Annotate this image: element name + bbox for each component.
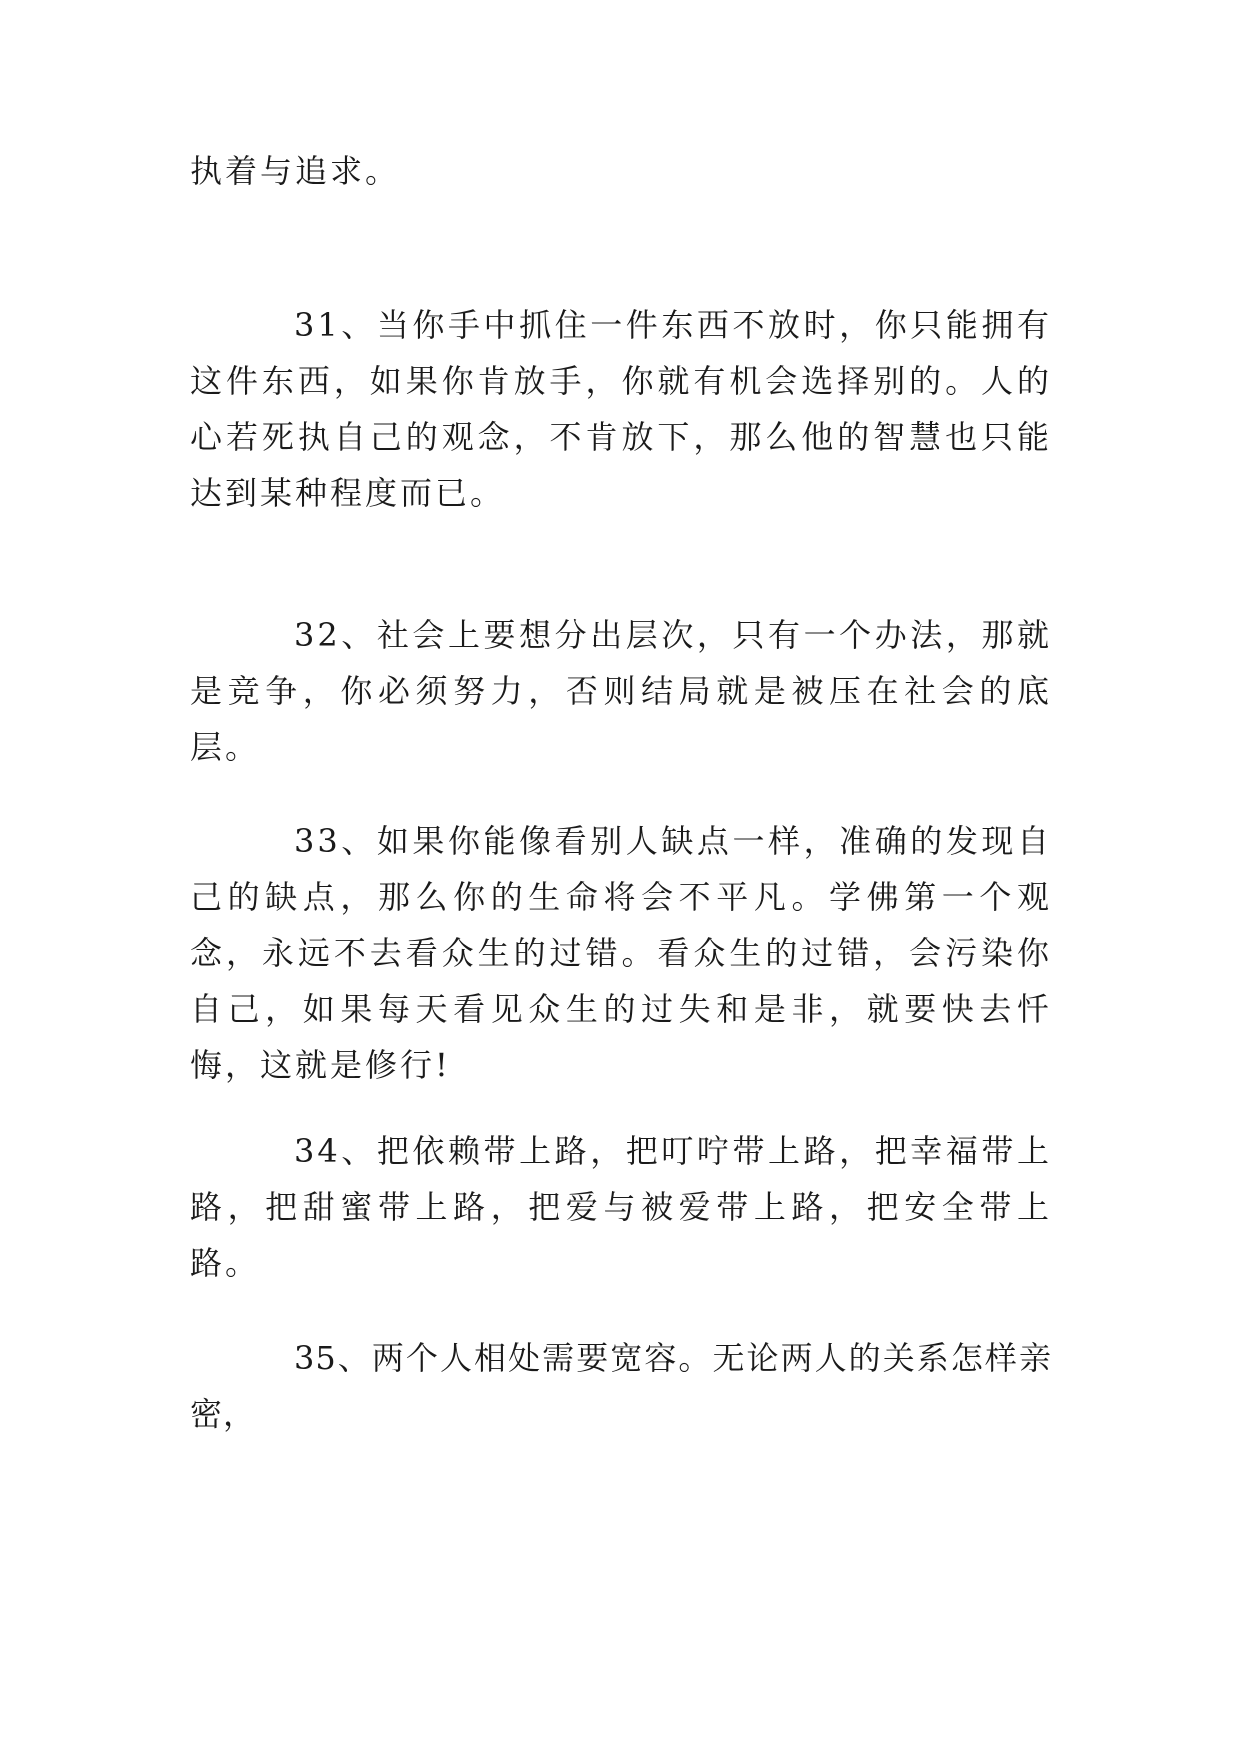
paragraph-31: 31、当你手中抓住一件东西不放时，你只能拥有这件东西，如果你肯放手，你就有机会选择别的。人的心若死执自己的观念，不肯放下，那么他的智慧也只能达到某种程度而已。 bbox=[190, 306, 1052, 512]
paragraph-32: 32、社会上要想分出层次，只有一个办法，那就是竞争，你必须努力，否则结局就是被压在社会的底层。 bbox=[190, 616, 1052, 766]
paragraph-34: 34、把依赖带上路，把叮咛带上路，把幸福带上路，把甜蜜带上路，把爱与被爱带上路，把安全带上路。 bbox=[190, 1132, 1052, 1282]
paragraph-30-continuation: 执着与追求。 bbox=[190, 152, 401, 190]
paragraph-33: 33、如果你能像看别人缺点一样，准确的发现自己的缺点，那么你的生命将会不平凡。学佛第一个观念，永远不去看众生的过错。看众生的过错，会污染你自己，如果每天看见众生的过失和是非，就要快去忏悔，这就是修行! bbox=[190, 822, 1052, 1084]
paragraph-35: 35、两个人相处需要宽容。无论两人的关系怎样亲密， bbox=[190, 1339, 1052, 1433]
